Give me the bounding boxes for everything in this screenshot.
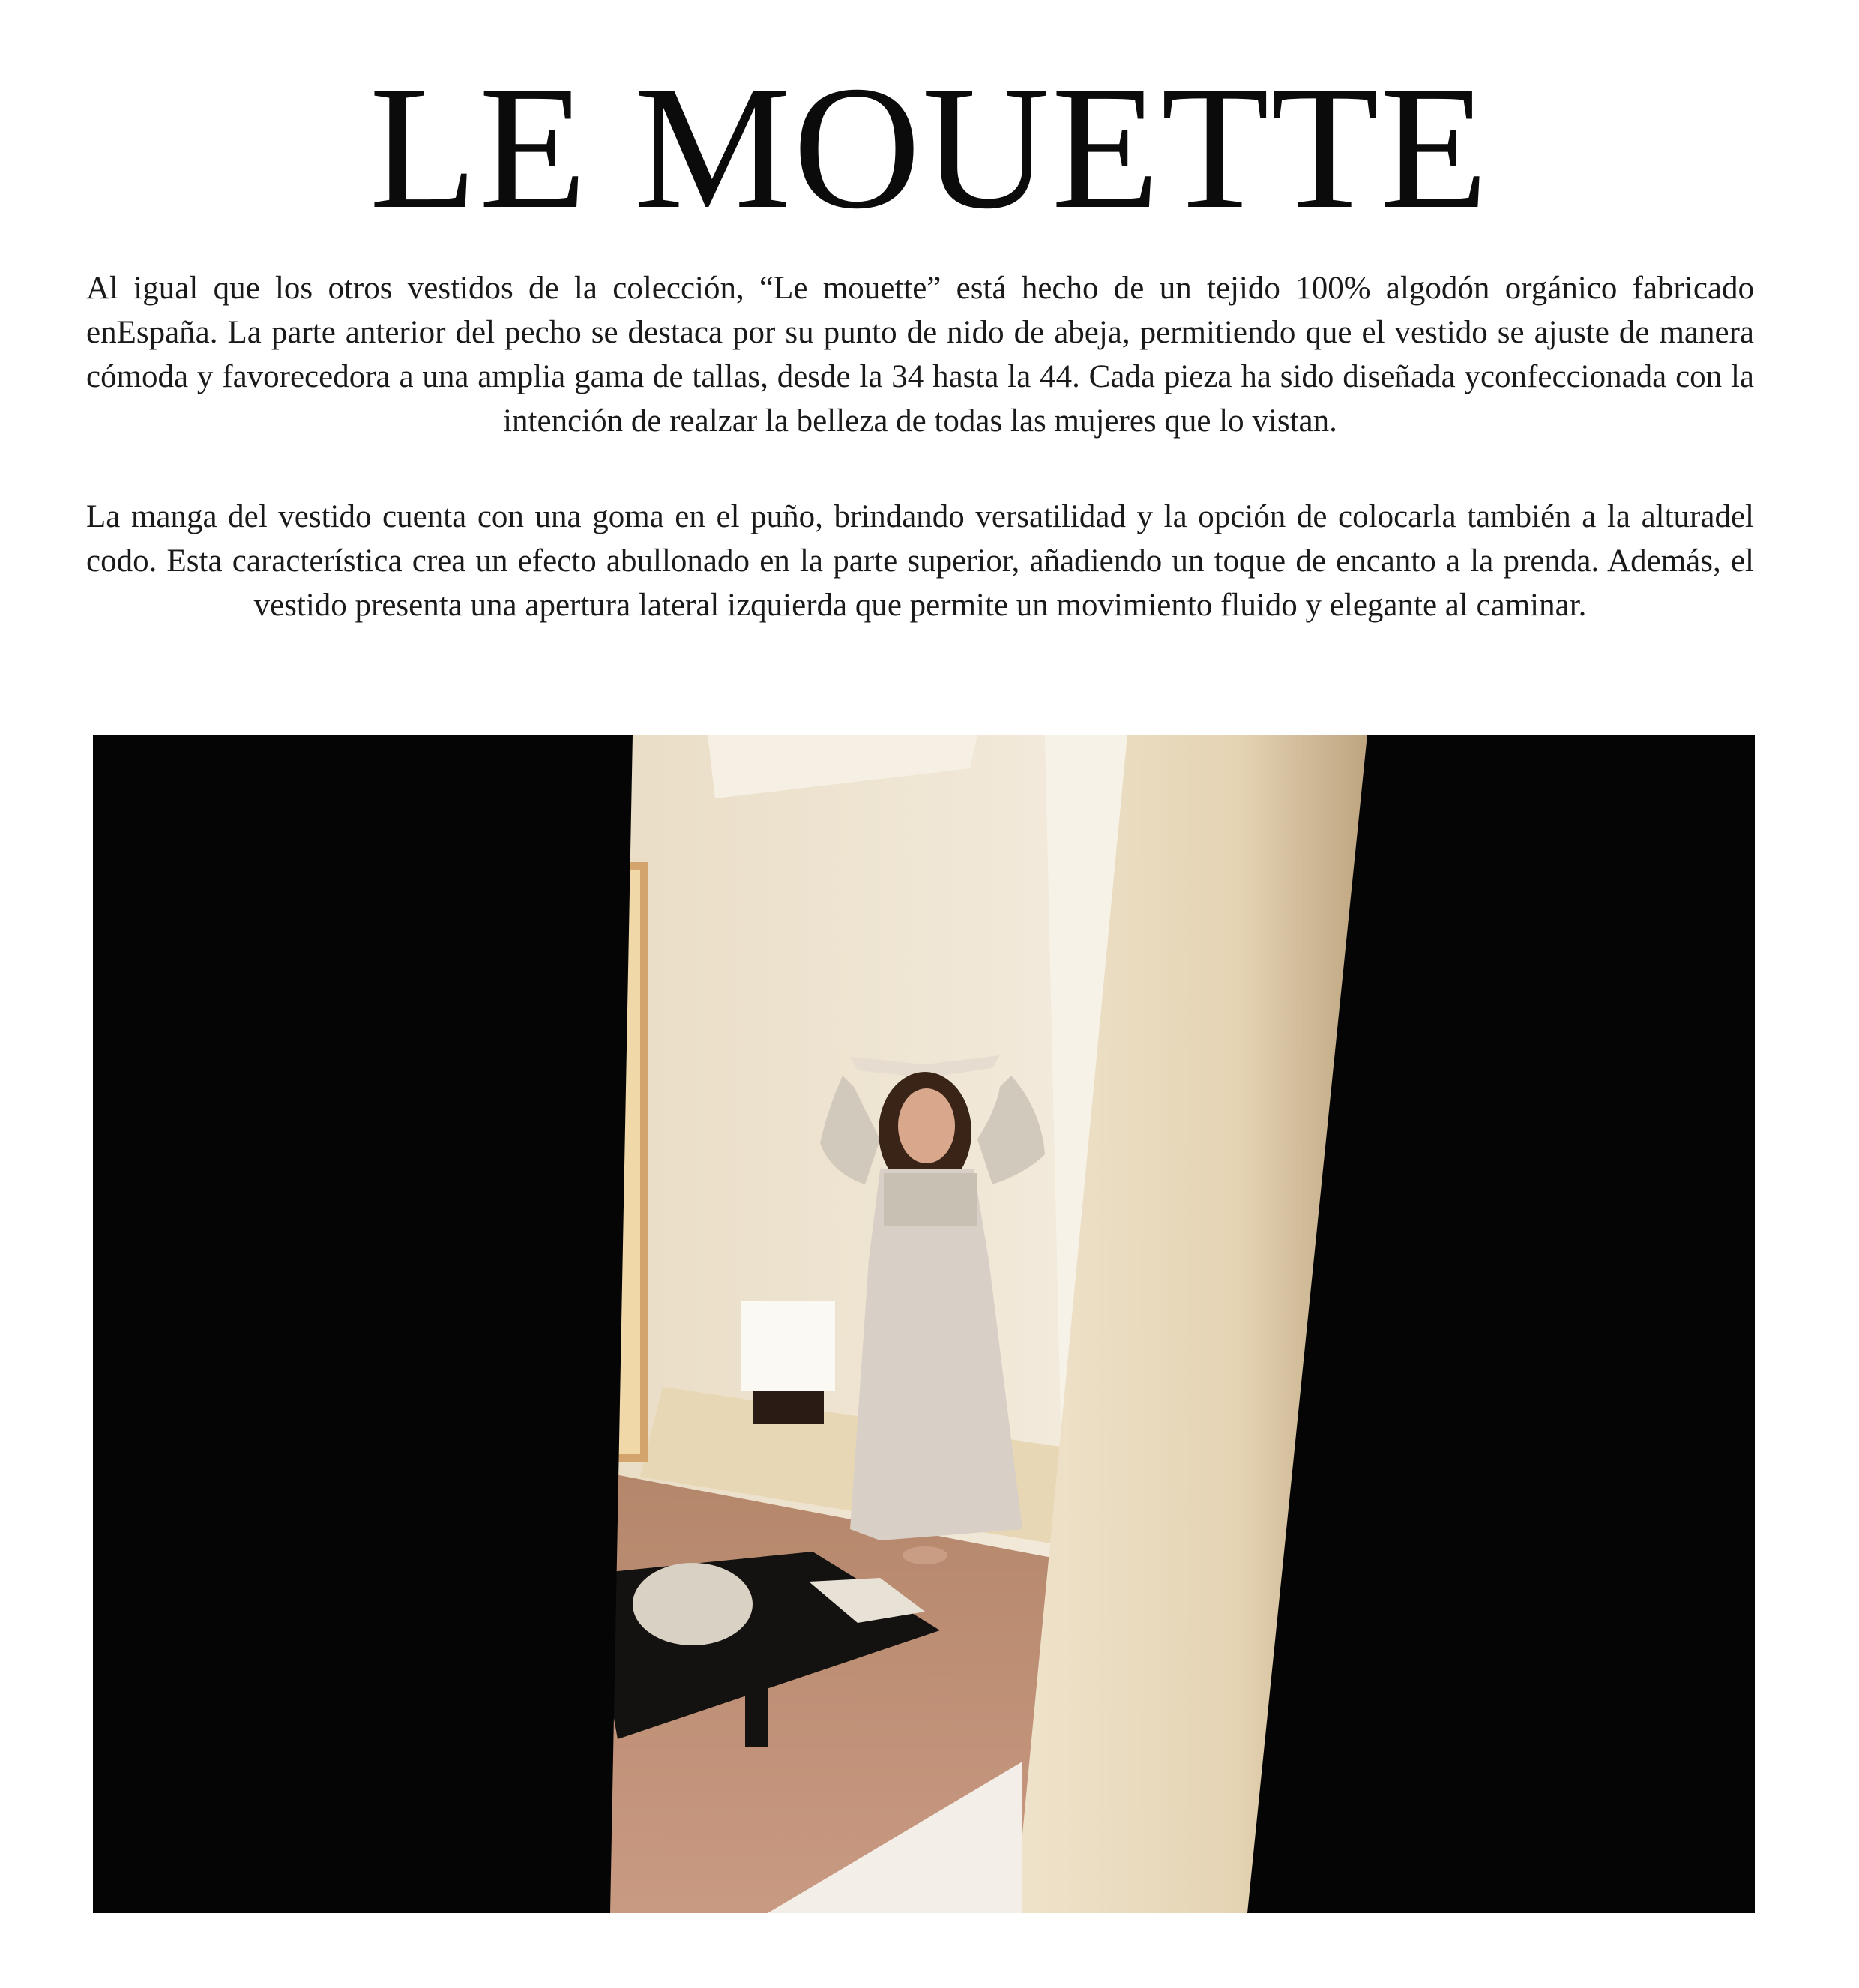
description-paragraph-1: Al igual que los otros vestidos de la colección, “Le mouette” está hecho de un tejido 100% algodón orgánico fabricado enEspaña. La parte anterior del pecho se destaca por su punto de nido de abeja, permitiendo que el vestido se ajuste de manera cómoda y favorecedora a una amplia gama de tallas, desde la 34 hasta la 44. Cada pieza ha sido diseñada yconfeccionada con la intención de realzar la belleza de todas las mujeres que lo vistan.	[86, 271, 1754, 439]
lamp	[741, 1301, 835, 1391]
foreground-dark-wall	[93, 735, 633, 1913]
product-photo-illustration	[93, 735, 1755, 1913]
description-paragraph-2: La manga del vestido cuenta con una goma en el puño, brindando versatilidad y la opción de colocarla también a la alturadel codo. Esta característica crea un efecto abullonado en la parte superior, añadiendo un toque de encanto a la prenda. Además, el vestido presenta una apertura lateral izquierda que permite un movimiento fluido y elegante al caminar.	[86, 499, 1754, 623]
stone-bowl	[633, 1563, 753, 1645]
product-photo	[93, 735, 1755, 1913]
page-title: LE MOUETTE	[369, 50, 1490, 246]
